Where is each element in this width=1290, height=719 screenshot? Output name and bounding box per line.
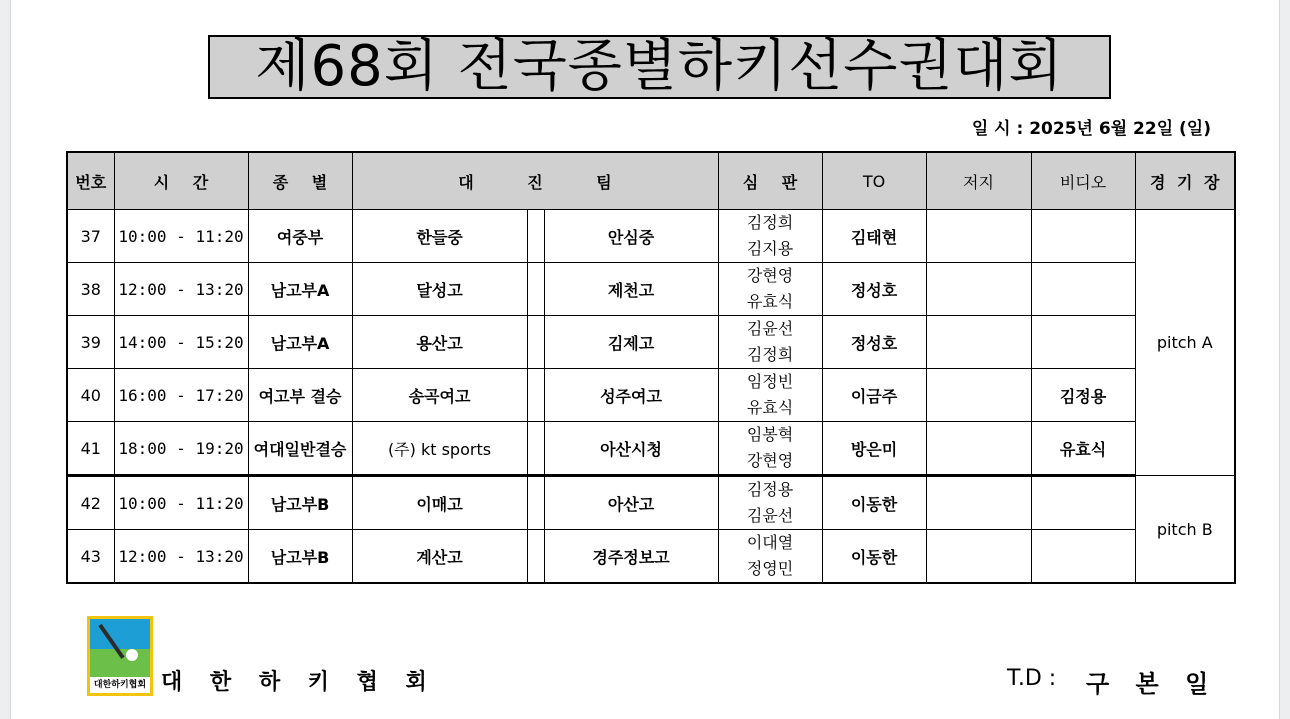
jeoji-cell bbox=[926, 369, 1031, 422]
match-number: 38 bbox=[67, 263, 114, 316]
vs-divider bbox=[527, 369, 544, 422]
referees bbox=[718, 476, 822, 530]
technical-official: 이금주 bbox=[822, 369, 926, 422]
match-time: 16:00 - 17:20 bbox=[114, 369, 248, 422]
header-time: 시 간 bbox=[114, 152, 248, 210]
match-time: 10:00 - 11:20 bbox=[114, 476, 248, 530]
header-to: TO bbox=[822, 152, 926, 210]
table-header-row bbox=[67, 152, 1235, 210]
team-a: 한들중 bbox=[352, 210, 527, 263]
team-a: 달성고 bbox=[352, 263, 527, 316]
referees bbox=[718, 210, 822, 263]
vs-divider bbox=[527, 210, 544, 263]
match-division: 남고부A bbox=[248, 263, 352, 316]
team-b: 아산시청 bbox=[544, 422, 718, 476]
venue-pitch-a: pitch A bbox=[1135, 210, 1235, 476]
referees bbox=[718, 369, 822, 422]
technical-official: 방은미 bbox=[822, 422, 926, 476]
team-a: 계산고 bbox=[352, 530, 527, 584]
technical-official: 정성호 bbox=[822, 316, 926, 369]
header-venue: 경 기 장 bbox=[1135, 152, 1235, 210]
match-division: 여중부 bbox=[248, 210, 352, 263]
hockey-ball-icon bbox=[126, 649, 138, 661]
header-video: 비디오 bbox=[1031, 152, 1135, 210]
referee-2: 정영민 bbox=[746, 559, 794, 578]
jeoji-cell bbox=[926, 210, 1031, 263]
referee-2: 김지용 bbox=[746, 239, 794, 258]
vs-divider bbox=[527, 422, 544, 476]
technical-official: 정성호 bbox=[822, 263, 926, 316]
team-b: 성주여고 bbox=[544, 369, 718, 422]
team-a: 용산고 bbox=[352, 316, 527, 369]
referees bbox=[718, 263, 822, 316]
video-official bbox=[1031, 316, 1135, 369]
table-row bbox=[67, 369, 1235, 422]
logo-caption: 대한하키협회 bbox=[93, 680, 147, 690]
table-row bbox=[67, 316, 1235, 369]
header-division: 종 별 bbox=[248, 152, 352, 210]
referee-1: 이대열 bbox=[746, 533, 794, 552]
vs-divider bbox=[527, 263, 544, 316]
video-official bbox=[1031, 530, 1135, 584]
jeoji-cell bbox=[926, 316, 1031, 369]
referees bbox=[718, 422, 822, 476]
match-schedule-table bbox=[66, 151, 1236, 584]
referee-1: 임봉혁 bbox=[746, 425, 794, 444]
technical-official: 김태현 bbox=[822, 210, 926, 263]
referee-2: 유효식 bbox=[746, 292, 794, 311]
header-no: 번호 bbox=[67, 152, 114, 210]
match-number: 37 bbox=[67, 210, 114, 263]
referees bbox=[718, 530, 822, 584]
referee-1: 김윤선 bbox=[746, 319, 794, 338]
referee-1: 김정용 bbox=[746, 480, 794, 499]
header-teams: 대 진 팀 bbox=[352, 152, 718, 210]
match-time: 14:00 - 15:20 bbox=[114, 316, 248, 369]
referee-1: 임정빈 bbox=[746, 372, 794, 391]
match-division: 여고부 결승 bbox=[248, 369, 352, 422]
team-a: 이매고 bbox=[352, 476, 527, 530]
video-official: 유효식 bbox=[1031, 422, 1135, 476]
match-division: 남고부B bbox=[248, 476, 352, 530]
video-official: 김정용 bbox=[1031, 369, 1135, 422]
venue-pitch-b: pitch B bbox=[1135, 476, 1235, 584]
header-jeoji: 저지 bbox=[926, 152, 1031, 210]
video-official bbox=[1031, 476, 1135, 530]
page-title: 제68회 전국종별하키선수권대회 bbox=[208, 35, 1111, 99]
table-row bbox=[67, 210, 1235, 263]
referee-1: 강현영 bbox=[746, 266, 794, 285]
vs-divider bbox=[527, 476, 544, 530]
match-time: 12:00 - 13:20 bbox=[114, 263, 248, 316]
match-time: 10:00 - 11:20 bbox=[114, 210, 248, 263]
match-number: 42 bbox=[67, 476, 114, 530]
vs-divider bbox=[527, 316, 544, 369]
team-b: 안심중 bbox=[544, 210, 718, 263]
referee-2: 유효식 bbox=[746, 398, 794, 417]
match-division: 남고부B bbox=[248, 530, 352, 584]
technical-official: 이동한 bbox=[822, 530, 926, 584]
match-number: 40 bbox=[67, 369, 114, 422]
team-a: (주) kt sports bbox=[352, 422, 527, 476]
match-division: 남고부A bbox=[248, 316, 352, 369]
table-row bbox=[67, 530, 1235, 584]
event-date: 일 시 : 2025년 6월 22일 (일) bbox=[971, 119, 1211, 139]
technical-official: 이동한 bbox=[822, 476, 926, 530]
document-page bbox=[10, 0, 1280, 719]
referee-2: 김윤선 bbox=[746, 506, 794, 525]
referee-2: 강현영 bbox=[746, 451, 794, 470]
technical-delegate-label: T.D : bbox=[1007, 666, 1057, 691]
team-b: 김제고 bbox=[544, 316, 718, 369]
team-a: 송곡여고 bbox=[352, 369, 527, 422]
jeoji-cell bbox=[926, 476, 1031, 530]
team-b: 제천고 bbox=[544, 263, 718, 316]
match-time: 12:00 - 13:20 bbox=[114, 530, 248, 584]
jeoji-cell bbox=[926, 263, 1031, 316]
team-b: 아산고 bbox=[544, 476, 718, 530]
video-official bbox=[1031, 210, 1135, 263]
match-number: 39 bbox=[67, 316, 114, 369]
vs-divider bbox=[527, 530, 544, 584]
table-row bbox=[67, 263, 1235, 316]
team-b: 경주정보고 bbox=[544, 530, 718, 584]
header-referee: 심 판 bbox=[718, 152, 822, 210]
match-time: 18:00 - 19:20 bbox=[114, 422, 248, 476]
match-division: 여대일반결승 bbox=[248, 422, 352, 476]
technical-delegate-name: 구 본 일 bbox=[1086, 670, 1218, 698]
organization-name: 대 한 하 키 협 회 bbox=[161, 670, 437, 695]
korea-hockey-association-logo bbox=[87, 616, 153, 696]
referees bbox=[718, 316, 822, 369]
jeoji-cell bbox=[926, 422, 1031, 476]
referee-2: 김정희 bbox=[746, 345, 794, 364]
table-row bbox=[67, 422, 1235, 476]
table-row bbox=[67, 476, 1235, 530]
match-number: 41 bbox=[67, 422, 114, 476]
jeoji-cell bbox=[926, 530, 1031, 584]
video-official bbox=[1031, 263, 1135, 316]
match-number: 43 bbox=[67, 530, 114, 584]
logo-sky-block bbox=[90, 619, 150, 649]
referee-1: 김정희 bbox=[746, 213, 794, 232]
